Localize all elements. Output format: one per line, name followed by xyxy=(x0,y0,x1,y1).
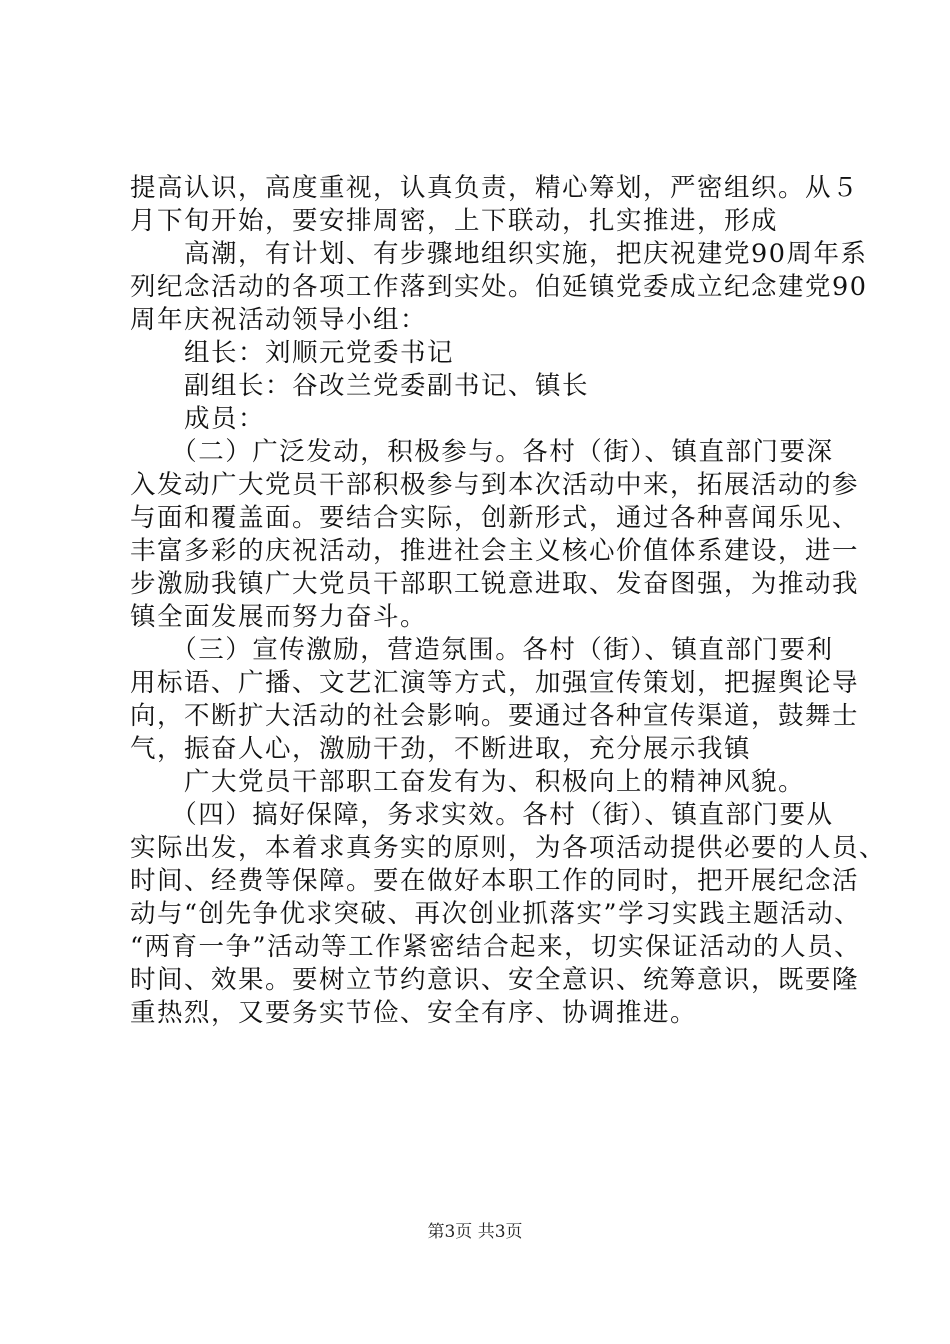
text-line: 成员： xyxy=(130,404,266,434)
text-line: 重热烈，又要务实节俭、安全有序、协调推进。 xyxy=(130,998,698,1028)
text-line: 月下旬开始，要安排周密，上下联动，扎实推进，形成 xyxy=(130,206,779,236)
text-line: 与面和覆盖面。要结合实际，创新形式，通过各种喜闻乐见、 xyxy=(130,503,860,533)
text-line: 时间、效果。要树立节约意识、安全意识、统筹意识，既要隆 xyxy=(130,965,860,995)
text-line: 时间、经费等保障。要在做好本职工作的同时，把开展纪念活 xyxy=(130,866,860,896)
text-line: 实际出发，本着求真务实的原则，为各项活动提供必要的人员、 xyxy=(130,833,887,863)
text-line: （二）广泛发动，积极参与。各村（街）、镇直部门要深 xyxy=(130,437,834,467)
text-line: 入发动广大党员干部积极参与到本次活动中来，拓展活动的参 xyxy=(130,470,860,500)
text-line: 周年庆祝活动领导小组： xyxy=(130,305,428,335)
text-line: 列纪念活动的各项工作落到实处。伯延镇党委成立纪念建党90 xyxy=(130,272,868,302)
text-line: 广大党员干部职工奋发有为、积极向上的精神风貌。 xyxy=(130,767,806,797)
text-line: 步激励我镇广大党员干部职工锐意进取、发奋图强，为推动我 xyxy=(130,569,860,599)
page-footer: 第3页 共3页 xyxy=(427,1222,523,1242)
text-line: （四）搞好保障，务求实效。各村（街）、镇直部门要从 xyxy=(130,800,834,830)
text-line: （三）宣传激励，营造氛围。各村（街）、镇直部门要利 xyxy=(130,635,834,665)
text-line: 提高认识，高度重视，认真负责，精心筹划，严密组织。从５ xyxy=(130,173,860,203)
text-line: “两育一争”活动等工作紧密结合起来，切实保证活动的人员、 xyxy=(130,932,862,962)
text-line: 用标语、广播、文艺汇演等方式，加强宣传策划，把握舆论导 xyxy=(130,668,860,698)
text-line: 高潮，有计划、有步骤地组织实施，把庆祝建党90周年系 xyxy=(130,239,868,269)
text-line: 动与“创先争优求突破、再次创业抓落实”学习实践主题活动、 xyxy=(130,899,862,929)
text-line: 丰富多彩的庆祝活动，推进社会主义核心价值体系建设，进一 xyxy=(130,536,860,566)
text-line: 向，不断扩大活动的社会影响。要通过各种宣传渠道，鼓舞士 xyxy=(130,701,860,731)
text-line: 组长：刘顺元党委书记 xyxy=(130,338,455,368)
text-line: 镇全面发展而努力奋斗。 xyxy=(130,602,428,632)
text-line: 副组长：谷改兰党委副书记、镇长 xyxy=(130,371,590,401)
text-line: 气，振奋人心，激励干劲，不断进取，充分展示我镇 xyxy=(130,734,752,764)
